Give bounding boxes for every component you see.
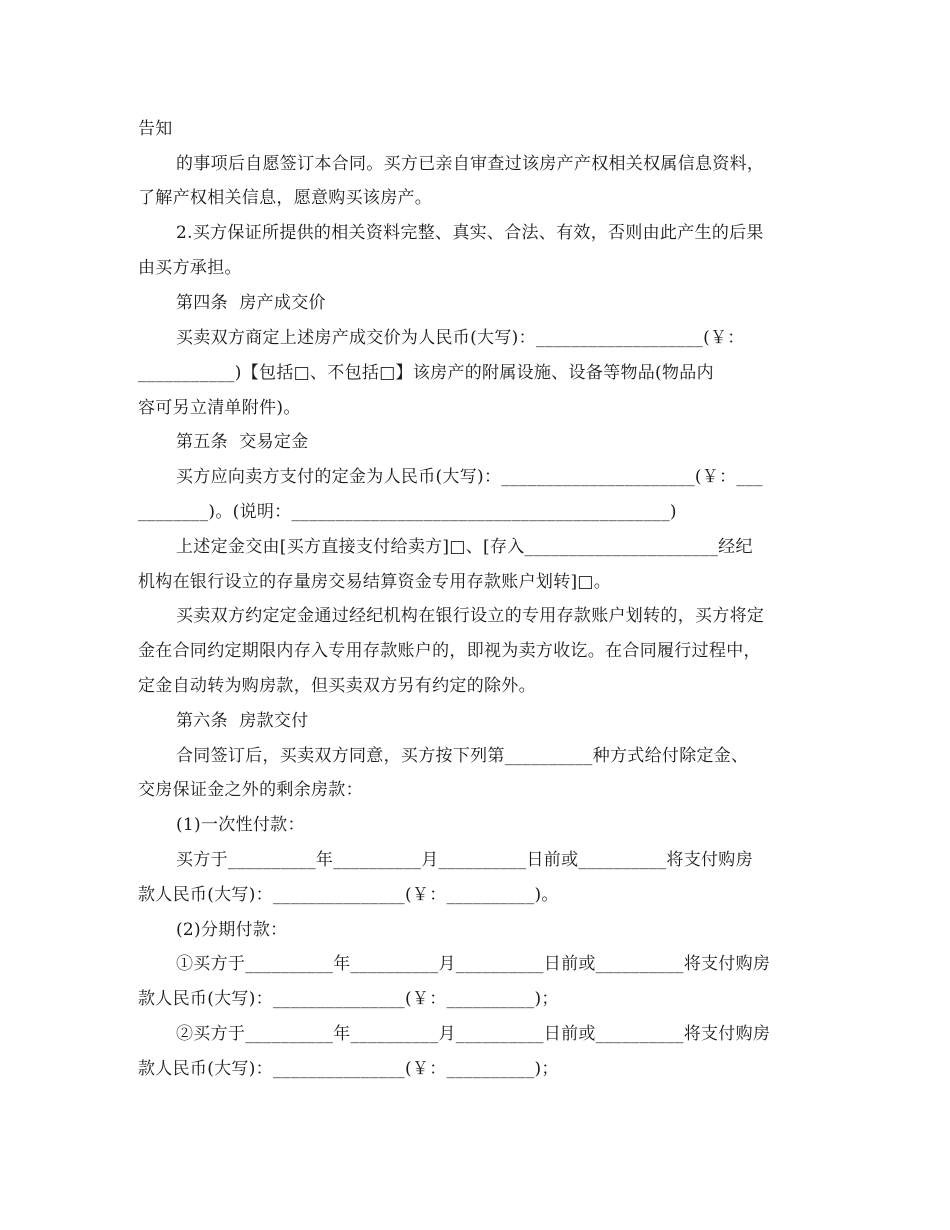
text-line: 的事项后自愿签订本合同。买方已亲自审查过该房产产权相关权属信息资料， [176, 154, 765, 174]
text-line: ________)。(说明：___________________________________________) [138, 502, 677, 522]
text-line: 合同签订后，买卖双方同意，买方按下列第__________种方式给付除定金、 [176, 746, 749, 766]
text-line: (1)一次性付款： [176, 815, 305, 835]
text-line: 交房保证金之外的剩余房款： [138, 780, 363, 800]
text-line: 买方应向卖方支付的定金为人民币(大写)：______________________(￥：___ [176, 467, 763, 487]
text-line: 买卖双方约定定金通过经纪机构在银行设立的专用存款账户划转的，买方将定 [176, 606, 765, 626]
text-line: 定金自动转为购房款，但买卖双方另有约定的除外。 [138, 676, 536, 696]
text-line: 机构在银行设立的存量房交易结算资金专用存款账户划转]□。 [138, 572, 612, 592]
text-line: 金在合同约定期限内存入专用存款账户的，即视为卖方收讫。在合同履行过程中， [138, 641, 761, 661]
text-line: ②买方于__________年__________月__________日前或__________将支付购房 [176, 1024, 771, 1044]
text-line: 款人民币(大写)：_______________(￥：__________)。 [138, 885, 559, 905]
text-line: 买卖双方商定上述房产成交价为人民币(大写)：___________________(￥： [176, 328, 745, 348]
text-line: ___________)【包括□、不包括□】该房产的附属设施、设备等物品(物品内 [138, 363, 714, 383]
text-line: 由买方承担。 [138, 258, 242, 278]
text-line: 款人民币(大写)：_______________(￥：__________)； [138, 1059, 559, 1079]
text-line: 了解产权相关信息，愿意购买该房产。 [138, 188, 433, 208]
text-line: 2.买方保证所提供的相关资料完整、真实、合法、有效，否则由此产生的后果 [176, 223, 764, 243]
section-heading: 第六条 房款交付 [176, 711, 309, 731]
text-line: 款人民币(大写)：_______________(￥：__________)； [138, 989, 559, 1009]
text-line: ①买方于__________年__________月__________日前或__________将支付购房 [176, 954, 771, 974]
text-line: 告知 [138, 119, 173, 139]
text-line: 上述定金交由[买方直接支付给卖方]□、[存入______________________经纪 [176, 537, 753, 557]
text-line: (2)分期付款： [176, 920, 288, 940]
section-heading: 第四条 房产成交价 [176, 293, 326, 313]
text-line: 买方于__________年__________月__________日前或__________将支付购房 [176, 850, 753, 870]
section-heading: 第五条 交易定金 [176, 432, 309, 452]
text-line: 容可另立清单附件)。 [138, 398, 301, 418]
